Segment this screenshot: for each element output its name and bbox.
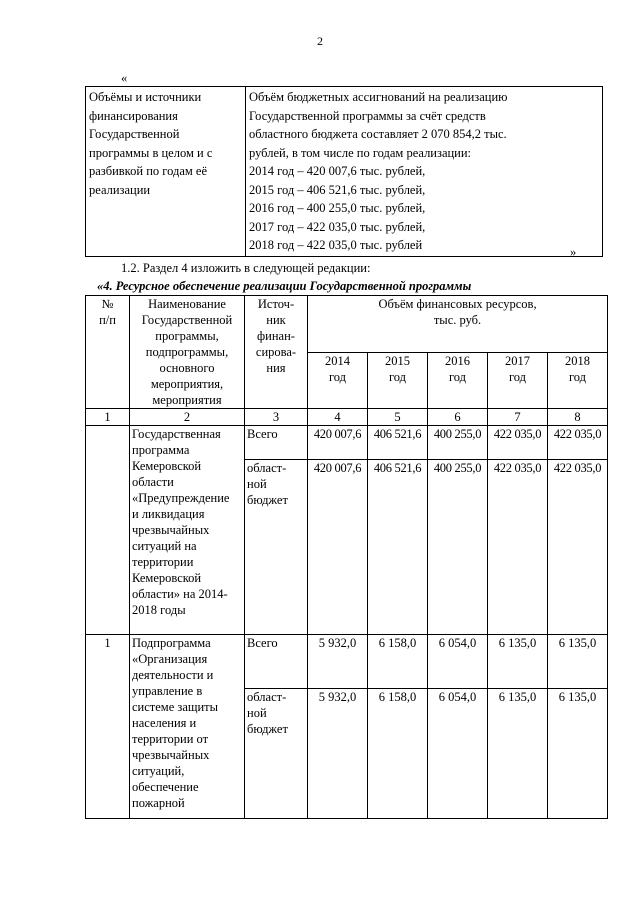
name-line: управление в bbox=[132, 684, 203, 698]
source-cell bbox=[245, 460, 308, 635]
value-cell: 422 035,0 bbox=[488, 460, 548, 635]
name-line: ситуаций, bbox=[132, 764, 185, 778]
name-line: программа bbox=[132, 443, 190, 457]
row-name bbox=[130, 426, 245, 635]
table-row bbox=[86, 426, 608, 460]
name-line: области» на 2014- bbox=[132, 587, 228, 601]
passport-label-line: программы в целом и с bbox=[89, 145, 213, 160]
header-text: ник bbox=[266, 313, 286, 327]
section-heading: «4. Ресурсное обеспечение реализации Государственной программы bbox=[97, 279, 472, 293]
year-label: 2015 bbox=[385, 353, 410, 368]
value-cell: 6 054,0 bbox=[428, 635, 488, 689]
header-volume bbox=[308, 296, 608, 353]
table-row bbox=[86, 635, 608, 689]
column-number: 4 bbox=[308, 409, 368, 426]
passport-value-line: Объём бюджетных ассигнований на реализацию bbox=[249, 90, 508, 104]
header-text: программы, bbox=[155, 329, 219, 343]
passport-value-line: рублей, в том числе по годам реализации: bbox=[249, 145, 472, 160]
header-number bbox=[86, 296, 130, 409]
name-line: Подпрограмма bbox=[132, 636, 211, 650]
source-cell bbox=[245, 635, 308, 689]
year-label: 2016 bbox=[445, 353, 470, 368]
passport-label-cell bbox=[86, 87, 246, 257]
source-line: бюджет bbox=[247, 722, 288, 736]
value-cell: 420 007,6 bbox=[308, 460, 368, 635]
passport-value-line: 2018 год – 422 035,0 тыс. рублей bbox=[249, 238, 423, 252]
source-line: Всего bbox=[247, 427, 278, 441]
year-unit: год bbox=[568, 369, 587, 384]
value-cell: 406 521,6 bbox=[368, 460, 428, 635]
source-line: бюджет bbox=[247, 493, 288, 507]
header-text: финан- bbox=[257, 329, 295, 343]
value-cell: 6 135,0 bbox=[488, 635, 548, 689]
row-name bbox=[130, 635, 245, 819]
source-line: ной bbox=[247, 477, 267, 491]
value-cell: 6 135,0 bbox=[548, 635, 608, 689]
year-unit: год bbox=[388, 369, 407, 384]
year-label: 2014 bbox=[325, 353, 350, 368]
passport-value-line: 2014 год – 420 007,6 тыс. рублей, bbox=[249, 164, 426, 178]
financing-table bbox=[85, 295, 608, 819]
name-line: и ликвидация bbox=[132, 507, 205, 521]
column-number: 2 bbox=[130, 409, 245, 426]
value-cell: 6 135,0 bbox=[548, 689, 608, 819]
name-line: пожарной bbox=[132, 796, 185, 810]
header-name bbox=[130, 296, 245, 409]
value-cell: 400 255,0 bbox=[428, 460, 488, 635]
column-number: 7 bbox=[488, 409, 548, 426]
value-cell: 6 158,0 bbox=[368, 635, 428, 689]
header-text: мероприятия bbox=[152, 393, 222, 407]
header-text: тыс. руб. bbox=[433, 313, 482, 327]
name-line: «Предупреждение bbox=[132, 491, 230, 505]
source-cell bbox=[245, 689, 308, 819]
name-line: населения и bbox=[132, 716, 197, 730]
name-line: системе защиты bbox=[132, 700, 219, 714]
value-cell: 6 054,0 bbox=[428, 689, 488, 819]
year-unit: год bbox=[508, 369, 527, 384]
passport-label-line: реализации bbox=[89, 182, 151, 197]
name-line: области bbox=[132, 475, 174, 489]
value-cell: 6 158,0 bbox=[368, 689, 428, 819]
header-year-2014 bbox=[308, 352, 368, 409]
name-line: Кемеровской bbox=[132, 571, 202, 585]
header-year-2015 bbox=[368, 352, 428, 409]
name-line: ситуаций на bbox=[132, 539, 197, 553]
header-source bbox=[245, 296, 308, 409]
name-line: чрезвычайных bbox=[132, 523, 210, 537]
header-text: мероприятия, bbox=[150, 377, 224, 391]
value-cell: 406 521,6 bbox=[368, 426, 428, 460]
value-cell: 5 932,0 bbox=[308, 635, 368, 689]
passport-value-line: 2016 год – 400 255,0 тыс. рублей, bbox=[249, 201, 426, 215]
row-number bbox=[86, 426, 130, 635]
value-cell: 400 255,0 bbox=[428, 426, 488, 460]
year-unit: год bbox=[328, 369, 347, 384]
header-text: Источ- bbox=[257, 297, 295, 311]
name-line: территории от bbox=[132, 732, 209, 746]
header-text: подпрограммы, bbox=[145, 345, 229, 359]
passport-value-line: Государственной программы за счёт средств bbox=[249, 108, 486, 123]
passport-value-line: 2017 год – 422 035,0 тыс. рублей, bbox=[249, 219, 426, 234]
value-cell: 422 035,0 bbox=[548, 426, 608, 460]
header-text: основного bbox=[159, 361, 215, 375]
header-year-2018 bbox=[548, 352, 608, 409]
passport-value-line: 2015 год – 406 521,6 тыс. рублей, bbox=[249, 182, 426, 197]
row-number: 1 bbox=[86, 635, 130, 819]
header-text: Объём финансовых ресурсов, bbox=[378, 297, 537, 311]
column-number: 3 bbox=[245, 409, 308, 426]
name-line: 2018 годы bbox=[132, 603, 186, 617]
closing-quote: » bbox=[570, 245, 577, 259]
header-year-2017 bbox=[488, 352, 548, 409]
passport-label-line: Объёмы и источники bbox=[89, 90, 202, 104]
name-line: территории bbox=[132, 555, 194, 569]
year-label: 2018 bbox=[565, 353, 590, 368]
passport-value-line: областного бюджета составляет 2 070 854,2 тыс. bbox=[249, 127, 507, 141]
name-line: Государственная bbox=[132, 427, 221, 441]
year-unit: год bbox=[448, 369, 467, 384]
source-cell bbox=[245, 426, 308, 460]
passport-funding-table bbox=[85, 86, 603, 257]
page-number: 2 bbox=[317, 34, 323, 48]
column-number: 5 bbox=[368, 409, 428, 426]
value-cell: 422 035,0 bbox=[488, 426, 548, 460]
name-line: обеспечение bbox=[132, 780, 199, 794]
header-text: ния bbox=[266, 361, 286, 375]
source-line: Всего bbox=[247, 636, 278, 650]
value-cell: 5 932,0 bbox=[308, 689, 368, 819]
column-number: 8 bbox=[548, 409, 608, 426]
amendment-intro: 1.2. Раздел 4 изложить в следующей редакции: bbox=[121, 261, 371, 275]
column-number-row bbox=[86, 409, 608, 426]
value-cell: 420 007,6 bbox=[308, 426, 368, 460]
header-text: Наименование bbox=[148, 297, 226, 311]
year-label: 2017 bbox=[505, 353, 530, 368]
header-text: Государственной bbox=[141, 313, 233, 327]
name-line: чрезвычайных bbox=[132, 748, 210, 762]
name-line: деятельности и bbox=[132, 668, 214, 682]
passport-value-cell bbox=[246, 87, 603, 257]
passport-label-line: финансирования bbox=[89, 108, 178, 123]
header-text: № bbox=[101, 297, 114, 311]
value-cell: 6 135,0 bbox=[488, 689, 548, 819]
header-year-2016 bbox=[428, 352, 488, 409]
name-line: «Организация bbox=[132, 652, 208, 666]
value-cell: 422 035,0 bbox=[548, 460, 608, 635]
passport-label-line: разбивкой по годам её bbox=[89, 164, 207, 178]
source-line: област- bbox=[247, 461, 287, 475]
column-number: 6 bbox=[428, 409, 488, 426]
header-text: сирова- bbox=[255, 345, 297, 359]
header-text: п/п bbox=[99, 313, 116, 327]
source-line: област- bbox=[247, 690, 287, 704]
column-number: 1 bbox=[86, 409, 130, 426]
opening-quote: « bbox=[121, 71, 128, 85]
passport-label-line: Государственной bbox=[89, 127, 180, 141]
name-line: Кемеровской bbox=[132, 459, 202, 473]
source-line: ной bbox=[247, 706, 267, 720]
